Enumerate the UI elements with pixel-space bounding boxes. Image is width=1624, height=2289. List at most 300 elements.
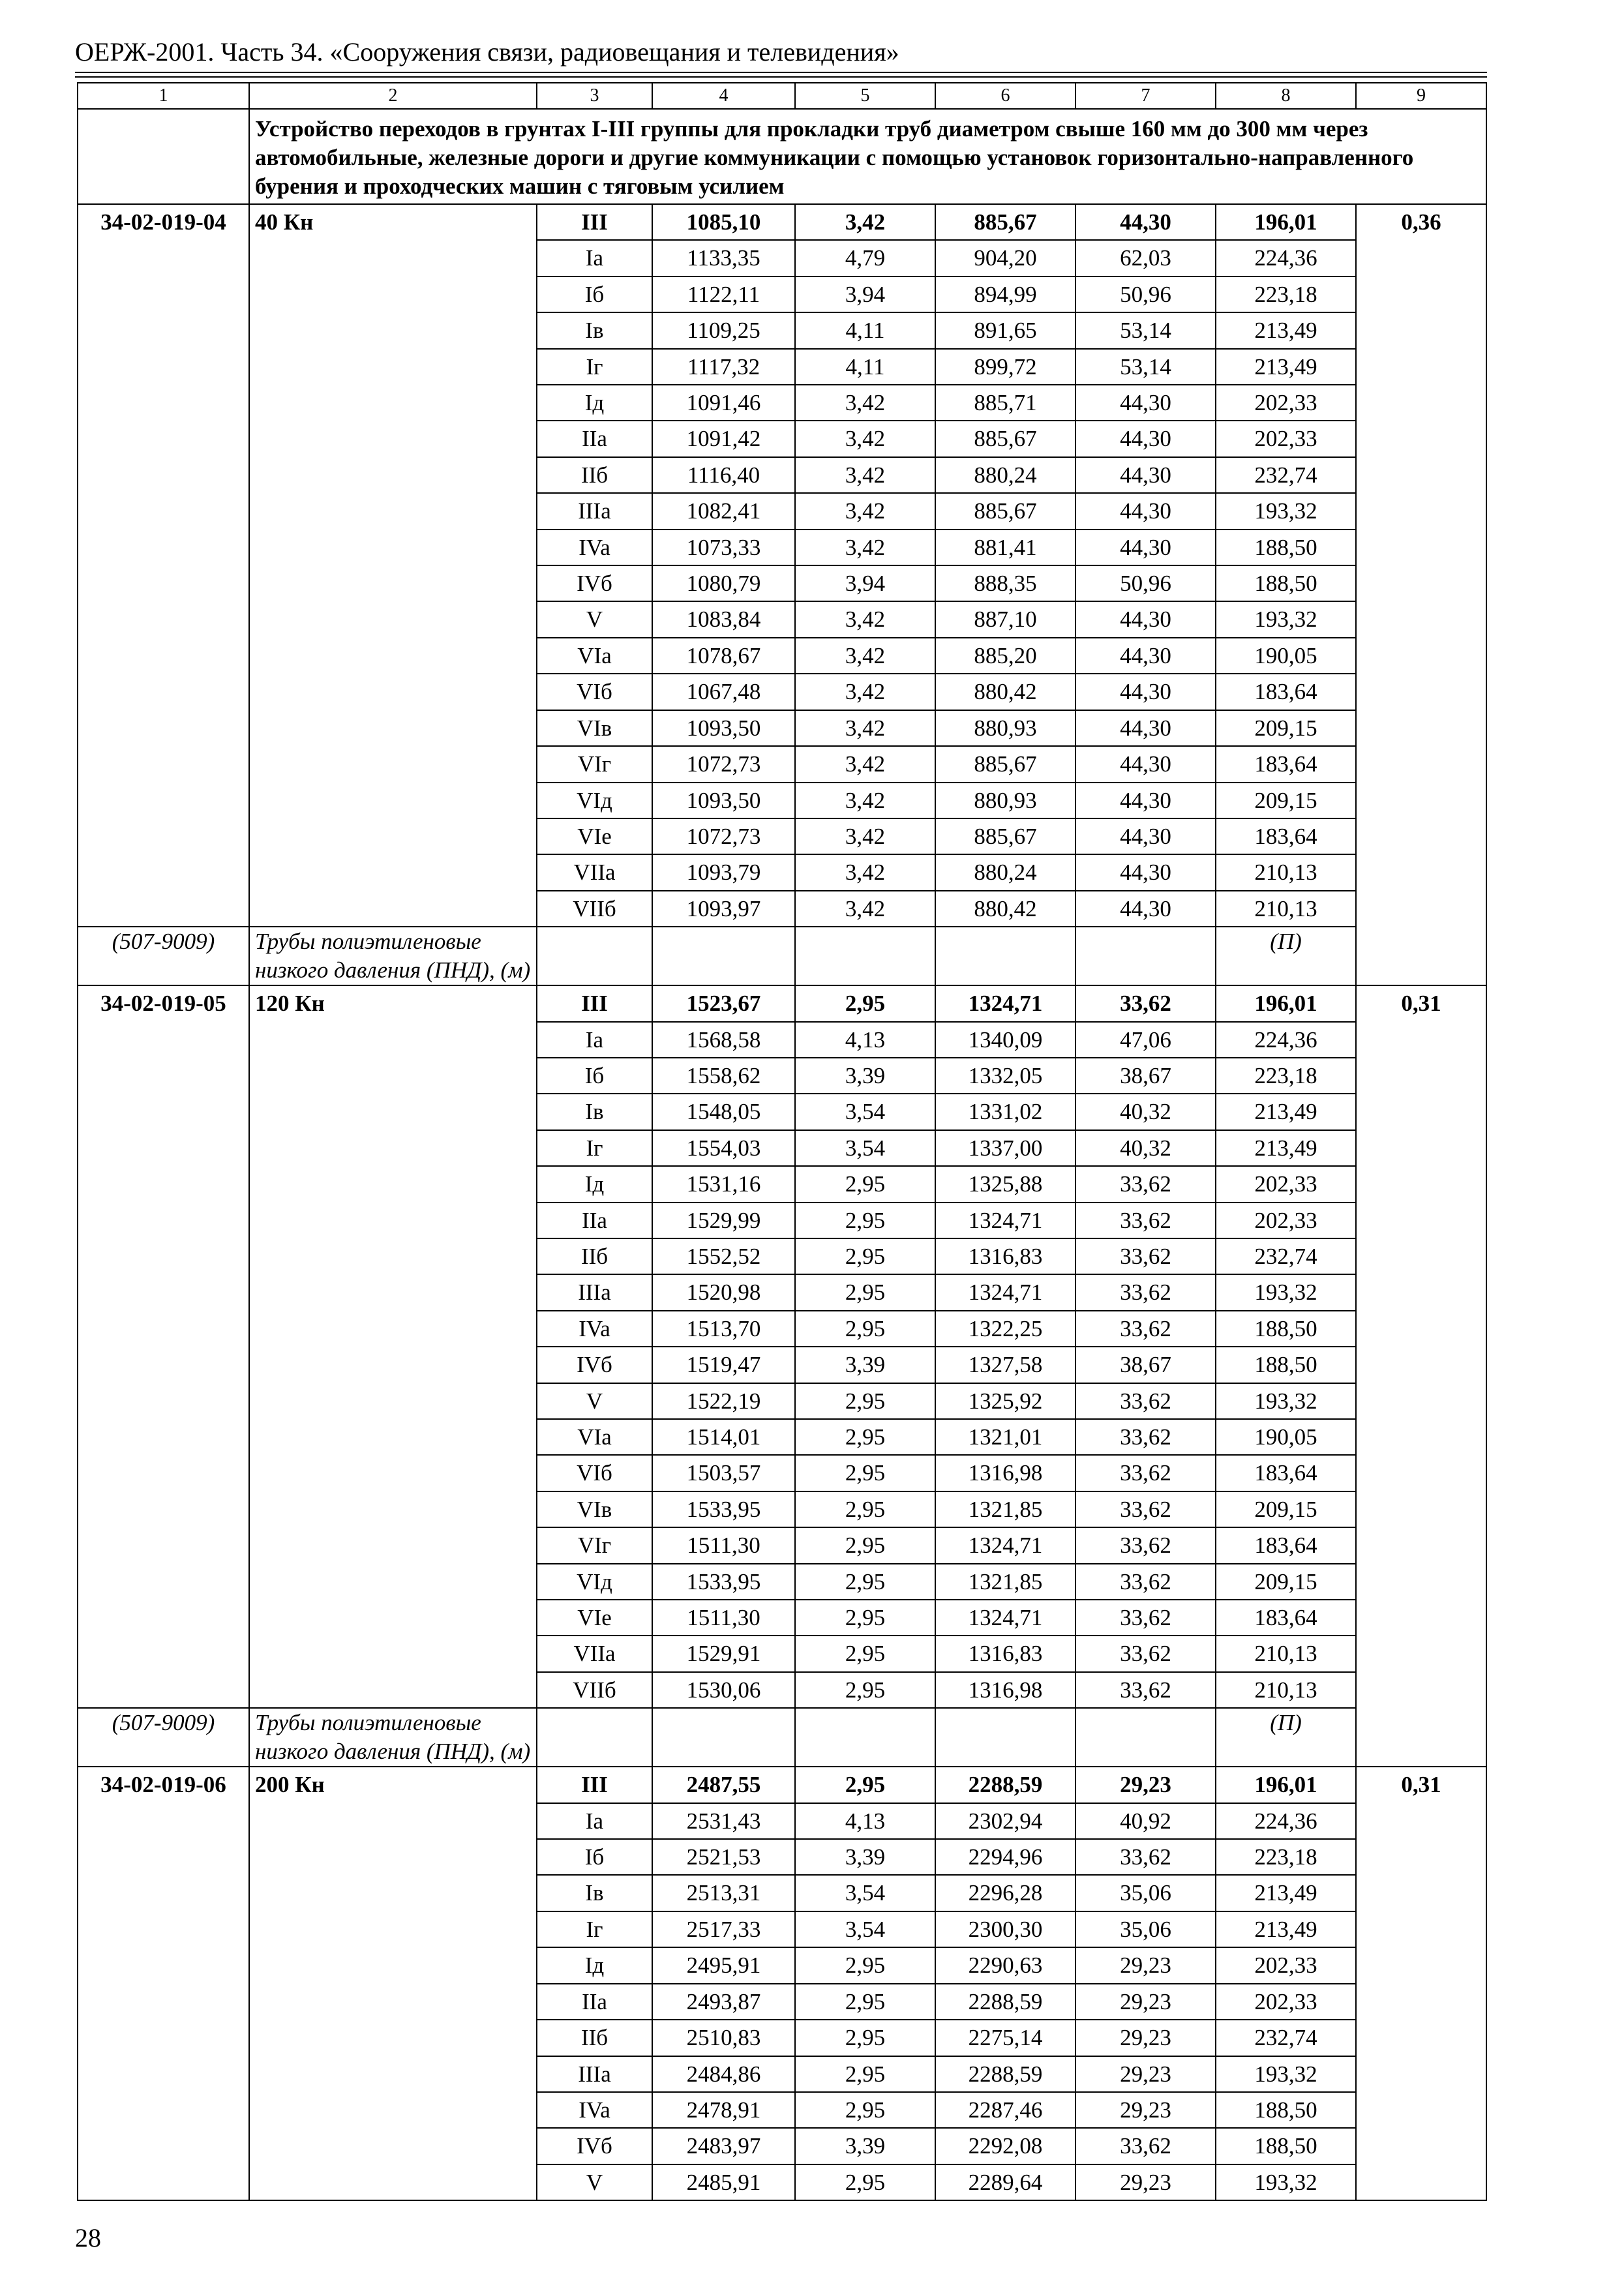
table-cell: 35,06 <box>1075 1875 1216 1911</box>
norm-name: 200 Кн <box>249 1767 537 2200</box>
table-cell: Ia <box>537 240 652 276</box>
table-cell: IVб <box>537 565 652 601</box>
table-cell: 1337,00 <box>935 1130 1075 1166</box>
table-cell: 33,62 <box>1075 1419 1216 1455</box>
table-cell: 885,67 <box>935 421 1075 456</box>
table-cell: 1117,32 <box>652 349 795 385</box>
table-cell: 1133,35 <box>652 240 795 276</box>
table-cell: 33,62 <box>1075 1527 1216 1563</box>
table-cell: 3,39 <box>795 1839 935 1875</box>
material-note-row <box>78 1708 1486 1767</box>
norm-code: 34-02-019-06 <box>78 1767 249 2200</box>
table-cell: 1078,67 <box>652 638 795 674</box>
table-cell: 880,42 <box>935 674 1075 710</box>
table-cell: 1331,02 <box>935 1094 1075 1130</box>
table-cell: 33,62 <box>1075 1564 1216 1600</box>
table-cell: 3,42 <box>795 385 935 421</box>
table-cell: 2,95 <box>795 1238 935 1274</box>
table-cell: 44,30 <box>1075 783 1216 818</box>
table-cell: 1091,42 <box>652 421 795 456</box>
table-cell: 188,50 <box>1216 1347 1356 1383</box>
table-cell: 223,18 <box>1216 277 1356 312</box>
table-cell: 33,62 <box>1075 1600 1216 1636</box>
table-cell: 2288,59 <box>935 1984 1075 2020</box>
table-cell: 202,33 <box>1216 1984 1356 2020</box>
table-cell: 1080,79 <box>652 565 795 601</box>
blank-cell <box>935 927 1075 985</box>
norm-code: 34-02-019-05 <box>78 985 249 1708</box>
table-cell: 193,32 <box>1216 493 1356 529</box>
table-cell: IVa <box>537 530 652 565</box>
table-cell: 880,93 <box>935 783 1075 818</box>
table-cell: 1340,09 <box>935 1022 1075 1058</box>
table-cell: 213,49 <box>1216 312 1356 348</box>
table-cell: Ia <box>537 1022 652 1058</box>
table-cell: 50,96 <box>1075 565 1216 601</box>
table-cell: IVa <box>537 2092 652 2128</box>
table-cell: 1316,83 <box>935 1636 1075 1671</box>
table-cell: 885,67 <box>935 204 1075 240</box>
table-cell: 2,95 <box>795 1564 935 1600</box>
blank-cell <box>537 927 652 985</box>
table-cell: 193,32 <box>1216 601 1356 637</box>
table-cell: VIIб <box>537 891 652 927</box>
table-cell: IVб <box>537 1347 652 1383</box>
table-cell: 1325,88 <box>935 1166 1075 1202</box>
table-cell: 880,93 <box>935 710 1075 746</box>
table-cell: 44,30 <box>1075 204 1216 240</box>
table-cell: 40,32 <box>1075 1094 1216 1130</box>
column-number: 7 <box>1075 83 1216 109</box>
table-cell: IIIa <box>537 2056 652 2092</box>
table-cell: 2275,14 <box>935 2020 1075 2056</box>
table-cell: VIг <box>537 746 652 782</box>
table-cell: 193,32 <box>1216 2164 1356 2200</box>
table-cell: 2,95 <box>795 1455 935 1491</box>
table-cell: 3,54 <box>795 1130 935 1166</box>
table-cell: VIг <box>537 1527 652 1563</box>
table-cell: VIa <box>537 1419 652 1455</box>
material-name: Трубы полиэтиленовые низкого давления (ПНД), (м) <box>249 927 537 985</box>
table-cell: 1325,92 <box>935 1383 1075 1419</box>
table-cell: 2,95 <box>795 1491 935 1527</box>
header-rule-2 <box>75 76 1487 78</box>
table-cell: 209,15 <box>1216 710 1356 746</box>
table-cell: 213,49 <box>1216 1094 1356 1130</box>
table-cell: 3,42 <box>795 530 935 565</box>
table-cell: 2,95 <box>795 2056 935 2092</box>
table-row <box>78 204 1486 240</box>
table-cell: 885,67 <box>935 493 1075 529</box>
table-cell: 196,01 <box>1216 1767 1356 1803</box>
table-cell: 2300,30 <box>935 1911 1075 1947</box>
table-cell: 1073,33 <box>652 530 795 565</box>
norm-name: 120 Кн <box>249 985 537 1708</box>
table-cell: 223,18 <box>1216 1058 1356 1094</box>
table-cell: 183,64 <box>1216 1600 1356 1636</box>
table-cell: 44,30 <box>1075 818 1216 854</box>
table-cell: 224,36 <box>1216 1803 1356 1839</box>
table-cell: 2487,55 <box>652 1767 795 1803</box>
table-cell: 210,13 <box>1216 1672 1356 1708</box>
table-cell: 232,74 <box>1216 1238 1356 1274</box>
table-cell: 44,30 <box>1075 854 1216 890</box>
table-cell: 1552,52 <box>652 1238 795 1274</box>
table-cell: 2531,43 <box>652 1803 795 1839</box>
table-cell: 2,95 <box>795 1419 935 1455</box>
table-cell: VIб <box>537 674 652 710</box>
table-cell: 1324,71 <box>935 985 1075 1021</box>
table-cell: 2294,96 <box>935 1839 1075 1875</box>
table-cell: 1083,84 <box>652 601 795 637</box>
table-cell: 33,62 <box>1075 1839 1216 1875</box>
table-cell: 1116,40 <box>652 457 795 493</box>
table-cell: 202,33 <box>1216 1203 1356 1238</box>
table-cell: 196,01 <box>1216 204 1356 240</box>
blank-cell <box>652 1708 795 1767</box>
table-cell: 4,11 <box>795 349 935 385</box>
table-cell: 885,20 <box>935 638 1075 674</box>
table-cell: 4,11 <box>795 312 935 348</box>
table-cell: 3,42 <box>795 601 935 637</box>
table-cell: 196,01 <box>1216 985 1356 1021</box>
table-cell: 33,62 <box>1075 2128 1216 2164</box>
table-cell: Iб <box>537 277 652 312</box>
table-cell: 1109,25 <box>652 312 795 348</box>
table-cell: 44,30 <box>1075 530 1216 565</box>
table-cell: 885,71 <box>935 385 1075 421</box>
table-cell: III <box>537 985 652 1021</box>
table-cell: 35,06 <box>1075 1911 1216 1947</box>
table-cell: 1316,83 <box>935 1238 1075 1274</box>
blank-cell <box>795 927 935 985</box>
table-cell: 2485,91 <box>652 2164 795 2200</box>
table-cell: 183,64 <box>1216 674 1356 710</box>
table-cell: 1554,03 <box>652 1130 795 1166</box>
column-number: 6 <box>935 83 1075 109</box>
table-cell: 33,62 <box>1075 1166 1216 1202</box>
coefficient-cell: 0,31 <box>1356 1767 1486 2200</box>
table-cell: 223,18 <box>1216 1839 1356 1875</box>
table-cell: 33,62 <box>1075 1491 1216 1527</box>
blank-cell <box>795 1708 935 1767</box>
table-cell: 2495,91 <box>652 1947 795 1983</box>
table-cell: V <box>537 601 652 637</box>
table-cell: 3,42 <box>795 204 935 240</box>
table-cell: 224,36 <box>1216 240 1356 276</box>
table-cell: 38,67 <box>1075 1347 1216 1383</box>
table-cell: 2289,64 <box>935 2164 1075 2200</box>
table-cell: 2,95 <box>795 2092 935 2128</box>
table-cell: 1523,67 <box>652 985 795 1021</box>
table-cell: 1513,70 <box>652 1311 795 1347</box>
table-cell: 887,10 <box>935 601 1075 637</box>
table-cell: 2290,63 <box>935 1947 1075 1983</box>
table-cell: 1316,98 <box>935 1672 1075 1708</box>
table-cell: 53,14 <box>1075 312 1216 348</box>
table-cell: 193,32 <box>1216 2056 1356 2092</box>
table-cell: Iг <box>537 1911 652 1947</box>
table-cell: 2484,86 <box>652 2056 795 2092</box>
table-cell: 2,95 <box>795 1672 935 1708</box>
table-cell: 1520,98 <box>652 1274 795 1310</box>
table-cell: 3,42 <box>795 746 935 782</box>
table-cell: 3,42 <box>795 891 935 927</box>
table-cell: IIIa <box>537 1274 652 1310</box>
table-cell: 2513,31 <box>652 1875 795 1911</box>
table-cell: 3,42 <box>795 457 935 493</box>
table-cell: 232,74 <box>1216 457 1356 493</box>
table-cell: 44,30 <box>1075 457 1216 493</box>
table-cell: 3,39 <box>795 1347 935 1383</box>
table-cell: VIIa <box>537 1636 652 1671</box>
table-cell: IIIa <box>537 493 652 529</box>
table-cell: 1122,11 <box>652 277 795 312</box>
table-cell: 2,95 <box>795 1767 935 1803</box>
table-cell: 210,13 <box>1216 891 1356 927</box>
table-cell: 183,64 <box>1216 1527 1356 1563</box>
table-cell: 1522,19 <box>652 1383 795 1419</box>
table-cell: 33,62 <box>1075 1455 1216 1491</box>
table-cell: 2,95 <box>795 1166 935 1202</box>
table-cell: 2,95 <box>795 985 935 1021</box>
material-note-row <box>78 927 1486 985</box>
table-cell: IIб <box>537 2020 652 2056</box>
column-number: 4 <box>652 83 795 109</box>
table-cell: IVб <box>537 2128 652 2164</box>
table-cell: 3,39 <box>795 1058 935 1094</box>
table-cell: 1531,16 <box>652 1166 795 1202</box>
table-cell: VIe <box>537 818 652 854</box>
table-cell: VIa <box>537 638 652 674</box>
table-cell: 3,42 <box>795 783 935 818</box>
table-cell: 1072,73 <box>652 818 795 854</box>
table-cell: 2493,87 <box>652 1984 795 2020</box>
section-title: Устройство переходов в грунтах I-III группы для прокладки труб диаметром свыше 160 мм до 300 мм через автомобильные, железные дороги и другие коммуникации с помощью установок горизонтально-направленного бурения и проходческих машин с тяговым усилием <box>249 109 1486 204</box>
column-number: 5 <box>795 83 935 109</box>
table-cell: V <box>537 2164 652 2200</box>
table-cell: 209,15 <box>1216 783 1356 818</box>
table-cell: 2,95 <box>795 1947 935 1983</box>
table-cell: 62,03 <box>1075 240 1216 276</box>
table-cell: IIa <box>537 1203 652 1238</box>
table-cell: Iд <box>537 1947 652 1983</box>
table-cell: IIa <box>537 421 652 456</box>
table-cell: 3,54 <box>795 1094 935 1130</box>
table-cell: 899,72 <box>935 349 1075 385</box>
table-cell: 1085,10 <box>652 204 795 240</box>
table-cell: 2,95 <box>795 1600 935 1636</box>
table-cell: 1511,30 <box>652 1527 795 1563</box>
table-cell: 1093,79 <box>652 854 795 890</box>
table-cell: 40,92 <box>1075 1803 1216 1839</box>
table-cell: 2,95 <box>795 1383 935 1419</box>
table-cell: 2,95 <box>795 2164 935 2200</box>
table-cell: Iг <box>537 1130 652 1166</box>
table-cell: 209,15 <box>1216 1564 1356 1600</box>
table-cell: Iв <box>537 312 652 348</box>
material-unit: (П) <box>1216 927 1356 985</box>
page-header: ОЕРЖ-2001. Часть 34. «Сооружения связи, радиовещания и телевидения» <box>75 37 899 67</box>
table-cell: 2521,53 <box>652 1839 795 1875</box>
table-cell: 891,65 <box>935 312 1075 348</box>
table-cell: 1072,73 <box>652 746 795 782</box>
table-cell: 1321,85 <box>935 1564 1075 1600</box>
table-cell: Iв <box>537 1875 652 1911</box>
blank-cell <box>1075 927 1216 985</box>
table-cell: Iб <box>537 1058 652 1094</box>
table-cell: 202,33 <box>1216 1166 1356 1202</box>
table-cell: 1324,71 <box>935 1274 1075 1310</box>
table-cell: 33,62 <box>1075 1274 1216 1310</box>
table-cell: 1533,95 <box>652 1491 795 1527</box>
table-cell: 2,95 <box>795 1274 935 1310</box>
table-cell: 33,62 <box>1075 1636 1216 1671</box>
table-cell: 2292,08 <box>935 2128 1075 2164</box>
coefficient-cell: 0,36 <box>1356 204 1486 985</box>
column-number: 3 <box>537 83 652 109</box>
table-cell: 3,42 <box>795 674 935 710</box>
table-cell: IIб <box>537 457 652 493</box>
table-cell: 183,64 <box>1216 818 1356 854</box>
table-cell: 213,49 <box>1216 349 1356 385</box>
table-cell: III <box>537 204 652 240</box>
norms-table <box>77 82 1487 2201</box>
column-number: 1 <box>78 83 249 109</box>
table-cell: 53,14 <box>1075 349 1216 385</box>
table-cell: 1511,30 <box>652 1600 795 1636</box>
table-cell: 2302,94 <box>935 1803 1075 1839</box>
table-cell: 1503,57 <box>652 1455 795 1491</box>
table-cell: 1332,05 <box>935 1058 1075 1094</box>
table-cell: VIIa <box>537 854 652 890</box>
table-cell: 1533,95 <box>652 1564 795 1600</box>
table-cell: 44,30 <box>1075 891 1216 927</box>
table-cell: 29,23 <box>1075 2056 1216 2092</box>
blank-cell <box>537 1708 652 1767</box>
table-cell: 1529,99 <box>652 1203 795 1238</box>
table-cell: 1327,58 <box>935 1347 1075 1383</box>
table-cell: 1324,71 <box>935 1203 1075 1238</box>
table-cell: 1530,06 <box>652 1672 795 1708</box>
column-number: 2 <box>249 83 537 109</box>
table-cell: 210,13 <box>1216 1636 1356 1671</box>
page-number: 28 <box>75 2223 101 2252</box>
table-cell: 2478,91 <box>652 2092 795 2128</box>
table-cell: VIe <box>537 1600 652 1636</box>
norm-name: 40 Кн <box>249 204 537 927</box>
table-cell: VIб <box>537 1455 652 1491</box>
table-cell: 44,30 <box>1075 638 1216 674</box>
table-cell: 183,64 <box>1216 746 1356 782</box>
table-cell: 2,95 <box>795 1527 935 1563</box>
table-cell: 3,42 <box>795 421 935 456</box>
table-cell: 33,62 <box>1075 1238 1216 1274</box>
table-cell: 1548,05 <box>652 1094 795 1130</box>
table-cell: 183,64 <box>1216 1455 1356 1491</box>
table-cell: 2288,59 <box>935 2056 1075 2092</box>
table-cell: 190,05 <box>1216 1419 1356 1455</box>
table-cell: 1519,47 <box>652 1347 795 1383</box>
coefficient-cell: 0,31 <box>1356 985 1486 1767</box>
blank-cell <box>935 1708 1075 1767</box>
table-cell: 210,13 <box>1216 854 1356 890</box>
table-cell: 880,24 <box>935 854 1075 890</box>
table-cell: 29,23 <box>1075 1984 1216 2020</box>
table-cell: 29,23 <box>1075 1767 1216 1803</box>
table-cell: 33,62 <box>1075 1203 1216 1238</box>
table-cell: 29,23 <box>1075 2164 1216 2200</box>
table-cell: 3,42 <box>795 493 935 529</box>
blank-cell <box>652 927 795 985</box>
table-cell: 1316,98 <box>935 1455 1075 1491</box>
table-cell: 202,33 <box>1216 421 1356 456</box>
table-cell: 1321,85 <box>935 1491 1075 1527</box>
table-row <box>78 985 1486 1021</box>
table-cell: 1529,91 <box>652 1636 795 1671</box>
table-cell: 188,50 <box>1216 2128 1356 2164</box>
material-unit: (П) <box>1216 1708 1356 1767</box>
material-code: (507-9009) <box>78 927 249 985</box>
table-cell: Iд <box>537 385 652 421</box>
table-cell: 29,23 <box>1075 2092 1216 2128</box>
table-cell: VIд <box>537 783 652 818</box>
table-cell: 29,23 <box>1075 1947 1216 1983</box>
table-cell: 4,13 <box>795 1803 935 1839</box>
table-cell: 2288,59 <box>935 1767 1075 1803</box>
table-cell: 3,42 <box>795 710 935 746</box>
table-cell: V <box>537 1383 652 1419</box>
table-cell: 881,41 <box>935 530 1075 565</box>
table-cell: 3,94 <box>795 565 935 601</box>
table-cell: VIв <box>537 710 652 746</box>
table-cell: 213,49 <box>1216 1911 1356 1947</box>
table-cell: 188,50 <box>1216 2092 1356 2128</box>
table-cell: 1324,71 <box>935 1600 1075 1636</box>
table-cell: 885,67 <box>935 746 1075 782</box>
table-cell: 888,35 <box>935 565 1075 601</box>
table-cell: IVa <box>537 1311 652 1347</box>
table-cell: 2,95 <box>795 1636 935 1671</box>
table-cell: 188,50 <box>1216 530 1356 565</box>
table-cell: 33,62 <box>1075 1311 1216 1347</box>
table-cell: 2517,33 <box>652 1911 795 1947</box>
table-cell: 1568,58 <box>652 1022 795 1058</box>
table-cell: 3,42 <box>795 854 935 890</box>
table-cell: 894,99 <box>935 277 1075 312</box>
table-cell: 202,33 <box>1216 385 1356 421</box>
table-cell: 2510,83 <box>652 2020 795 2056</box>
table-cell: 2,95 <box>795 2020 935 2056</box>
table-cell: 1082,41 <box>652 493 795 529</box>
table-cell: 44,30 <box>1075 674 1216 710</box>
table-cell: 1558,62 <box>652 1058 795 1094</box>
table-cell: 44,30 <box>1075 385 1216 421</box>
table-cell: 29,23 <box>1075 2020 1216 2056</box>
table-cell: 44,30 <box>1075 710 1216 746</box>
table-cell: 880,24 <box>935 457 1075 493</box>
table-cell: 1321,01 <box>935 1419 1075 1455</box>
table-cell: 880,42 <box>935 891 1075 927</box>
table-cell: IIa <box>537 1984 652 2020</box>
table-cell: 209,15 <box>1216 1491 1356 1527</box>
table-cell: 44,30 <box>1075 746 1216 782</box>
table-cell: 3,42 <box>795 638 935 674</box>
table-cell: 3,54 <box>795 1875 935 1911</box>
table-cell: 44,30 <box>1075 601 1216 637</box>
table-cell: 193,32 <box>1216 1274 1356 1310</box>
table-cell: 33,62 <box>1075 1383 1216 1419</box>
